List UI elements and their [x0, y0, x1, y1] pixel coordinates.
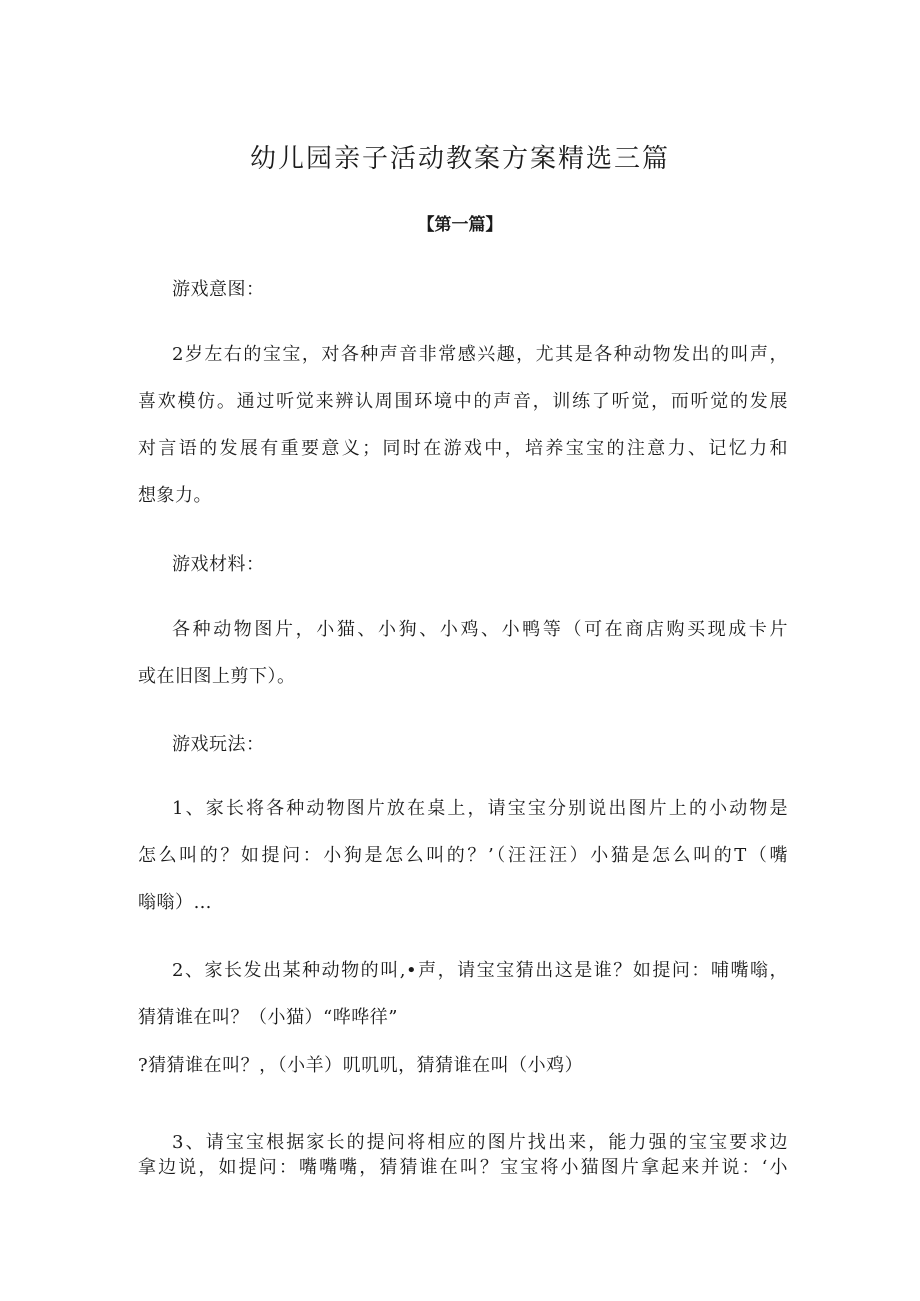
- heading-game-rules: 游戏玩法：: [172, 734, 265, 755]
- heading-game-materials: 游戏材料：: [172, 554, 265, 575]
- paragraph-line: 拿边说，如提问：嘴嘴嘴，猜猜谁在叫？宝宝将小猫图片拿起来并说：‘小: [138, 1157, 788, 1178]
- paragraph-line: 想象力。: [138, 485, 212, 506]
- heading-game-intent: 游戏意图：: [172, 279, 265, 300]
- paragraph-line: 怎么叫的？如提问：小狗是怎么叫的？’（汪汪汪）小猫是怎么叫的T（嘴: [138, 845, 788, 866]
- paragraph-line: 猜猜谁在叫？（小猫）“哗哗徉”: [138, 1007, 398, 1028]
- paragraph-line: 嗡嗡）…: [138, 892, 212, 913]
- section-heading: 【第一篇】: [417, 215, 503, 235]
- paragraph-line: 或在旧图上剪下）。: [138, 666, 296, 687]
- paragraph-line: 2岁左右的宝宝，对各种声音非常感兴趣，尤其是各种动物发出的叫声，: [172, 344, 788, 365]
- paragraph-line: 对言语的发展有重要意义；同时在游戏中，培养宝宝的注意力、记忆力和: [138, 438, 788, 459]
- paragraph-line: 3、请宝宝根据家长的提问将相应的图片找出来，能力强的宝宝要求边: [172, 1132, 788, 1153]
- paragraph-line: 2、家长发出某种动物的叫,•声，请宝宝猜出这是谁？如提问：哺嘴嗡，: [172, 960, 788, 981]
- paragraph-line: 各种动物图片，小猫、小狗、小鸡、小鸭等（可在商店购买现成卡片: [172, 619, 788, 640]
- paragraph-line: 1、家长将各种动物图片放在桌上，请宝宝分别说出图片上的小动物是: [172, 798, 788, 819]
- document-title: 幼儿园亲子活动教案方案精选三篇: [249, 144, 670, 174]
- paragraph-line: ?猜猜谁在叫？，（小羊）叽叽叽，猜猜谁在叫（小鸡）: [138, 1055, 584, 1076]
- paragraph-line: 喜欢模仿。通过听觉来辨认周围环境中的声音，训练了听觉，而听觉的发展: [138, 391, 788, 412]
